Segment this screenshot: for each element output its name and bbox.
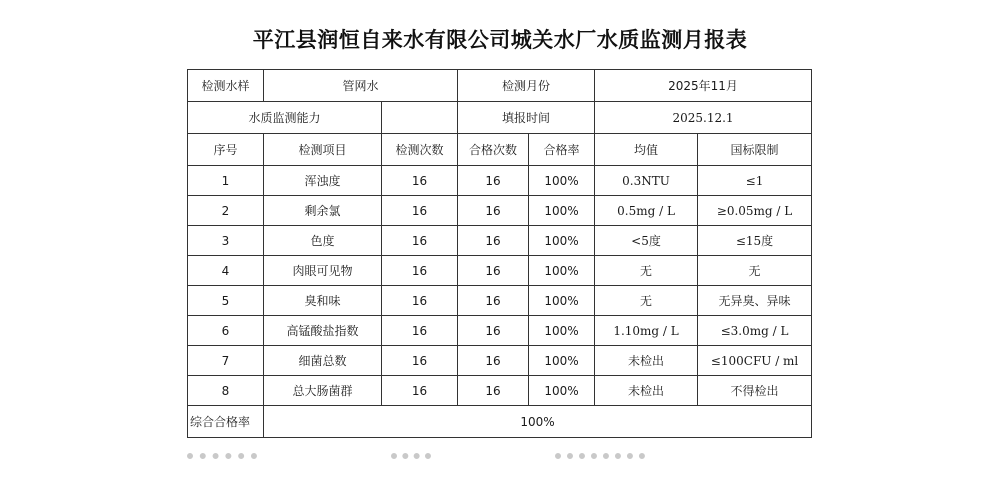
sample-label: 检测水样: [188, 70, 264, 102]
cell-limit: ≤15度: [698, 226, 812, 256]
cell-tests: 16: [382, 256, 458, 286]
cell-index: 7: [188, 346, 264, 376]
cell-item: 细菌总数: [264, 346, 382, 376]
summary-label: 综合合格率: [188, 406, 264, 438]
cell-limit: 不得检出: [698, 376, 812, 406]
cell-rate: 100%: [529, 316, 595, 346]
cell-passed: 16: [458, 226, 529, 256]
cell-mean: 1.10mg / L: [595, 316, 698, 346]
header-limit: 国标限制: [698, 134, 812, 166]
info-row-sample: [188, 70, 812, 102]
table-row: [188, 166, 812, 196]
header-mean: 均值: [595, 134, 698, 166]
cell-item: 剩余氯: [264, 196, 382, 226]
cell-limit: 无异臭、异味: [698, 286, 812, 316]
capacity-label: 水质监测能力: [188, 102, 382, 134]
report-time-value: 2025.12.1: [595, 102, 812, 134]
header-item: 检测项目: [264, 134, 382, 166]
cell-tests: 16: [382, 226, 458, 256]
cell-passed: 16: [458, 346, 529, 376]
data-rows: [188, 166, 812, 406]
cell-passed: 16: [458, 166, 529, 196]
cell-index: 8: [188, 376, 264, 406]
month-label: 检测月份: [458, 70, 595, 102]
column-header-row: [188, 134, 812, 166]
cell-mean: 无: [595, 286, 698, 316]
cell-mean: 0.3NTU: [595, 166, 698, 196]
cell-passed: 16: [458, 256, 529, 286]
cell-index: 2: [188, 196, 264, 226]
cell-tests: 16: [382, 166, 458, 196]
cell-index: 4: [188, 256, 264, 286]
cell-limit: ≤100CFU / ml: [698, 346, 812, 376]
cell-limit: ≤1: [698, 166, 812, 196]
cell-tests: 16: [382, 286, 458, 316]
header-index: 序号: [188, 134, 264, 166]
table-row: [188, 286, 812, 316]
cell-item: 浑浊度: [264, 166, 382, 196]
cropped-footnote-text: [187, 448, 811, 460]
cell-rate: 100%: [529, 346, 595, 376]
header-rate: 合格率: [529, 134, 595, 166]
cell-index: 3: [188, 226, 264, 256]
cell-index: 6: [188, 316, 264, 346]
cell-mean: <5度: [595, 226, 698, 256]
table-row: [188, 316, 812, 346]
sample-value: 管网水: [264, 70, 458, 102]
table-row: [188, 226, 812, 256]
month-value: 2025年11月: [595, 70, 812, 102]
summary-row: [188, 406, 812, 438]
cell-passed: 16: [458, 316, 529, 346]
cell-tests: 16: [382, 196, 458, 226]
table-row: [188, 346, 812, 376]
cell-rate: 100%: [529, 256, 595, 286]
report-time-label: 填报时间: [458, 102, 595, 134]
cell-mean: 未检出: [595, 376, 698, 406]
cell-rate: 100%: [529, 196, 595, 226]
table-row: [188, 256, 812, 286]
cell-tests: 16: [382, 346, 458, 376]
cell-tests: 16: [382, 376, 458, 406]
cell-mean: 0.5mg / L: [595, 196, 698, 226]
header-tests: 检测次数: [382, 134, 458, 166]
cell-item: 臭和味: [264, 286, 382, 316]
cell-index: 1: [188, 166, 264, 196]
info-row-capacity: [188, 102, 812, 134]
report-title: 平江县润恒自来水有限公司城关水厂水质监测月报表: [252, 27, 748, 52]
cell-passed: 16: [458, 376, 529, 406]
cell-mean: 未检出: [595, 346, 698, 376]
header-passed: 合格次数: [458, 134, 529, 166]
cell-mean: 无: [595, 256, 698, 286]
cell-limit: ≥0.05mg / L: [698, 196, 812, 226]
cell-rate: 100%: [529, 376, 595, 406]
cell-passed: 16: [458, 286, 529, 316]
table-row: [188, 376, 812, 406]
summary-value: 100%: [264, 406, 812, 438]
table-row: [188, 196, 812, 226]
water-quality-table: [187, 69, 812, 438]
cell-rate: 100%: [529, 286, 595, 316]
cell-rate: 100%: [529, 226, 595, 256]
cell-tests: 16: [382, 316, 458, 346]
cell-rate: 100%: [529, 166, 595, 196]
cell-index: 5: [188, 286, 264, 316]
capacity-value: [382, 102, 458, 134]
cell-item: 肉眼可见物: [264, 256, 382, 286]
cell-item: 高锰酸盐指数: [264, 316, 382, 346]
cell-item: 总大肠菌群: [264, 376, 382, 406]
cell-limit: ≤3.0mg / L: [698, 316, 812, 346]
cell-limit: 无: [698, 256, 812, 286]
cell-passed: 16: [458, 196, 529, 226]
cell-item: 色度: [264, 226, 382, 256]
